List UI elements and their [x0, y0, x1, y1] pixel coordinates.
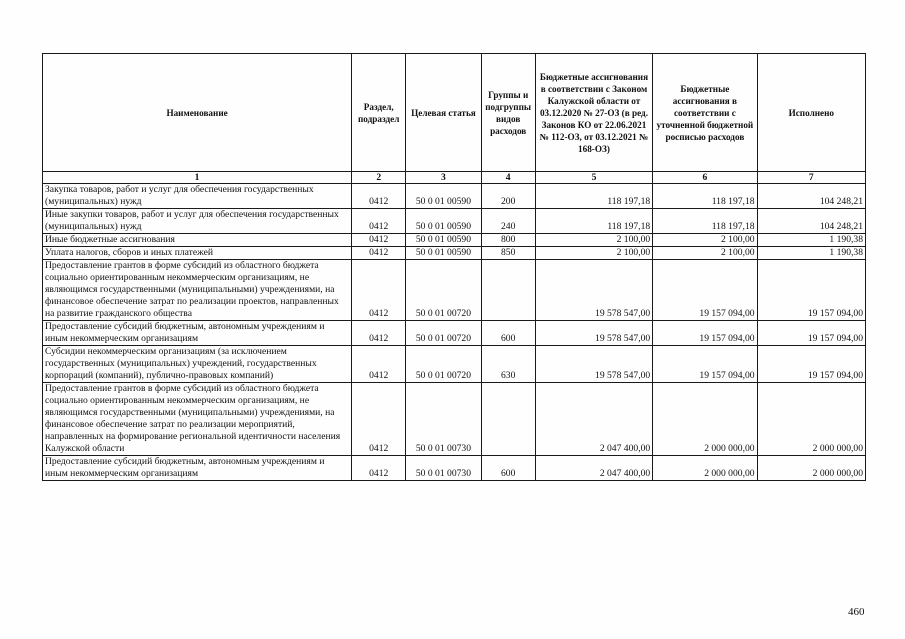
row-section: 0412 — [352, 209, 406, 234]
header-target: Целевая статья — [406, 54, 481, 172]
row-done: 2 000 000,00 — [757, 456, 865, 481]
table-row — [43, 456, 866, 481]
row-group: 600 — [481, 456, 535, 481]
header-law: Бюджетные ассигнования в соответствии с Законом Калужской области от 03.12.2020 № 27-ОЗ (в ред. Законов КО от 22.06.2021 № 112-ОЗ, от 03.12.2021 № 168-ОЗ) — [535, 54, 652, 172]
row-target: 50 0 01 00730 — [406, 383, 481, 456]
row-done: 1 190,38 — [757, 247, 865, 260]
row-name: Предоставление субсидий бюджетным, автономным учреждениям и иным некоммерческим организациям — [43, 321, 352, 346]
row-refined: 19 157 094,00 — [653, 260, 757, 321]
table-row — [43, 383, 866, 456]
column-number-row — [43, 172, 866, 184]
header-section: Раздел, подраздел — [352, 54, 406, 172]
row-law: 19 578 547,00 — [535, 321, 652, 346]
row-name: Предоставление грантов в форме субсидий из областного бюджета социально ориентированным некоммерческим организациям, не являющимся государственными (муниципальными) учреждениями, на финансовое обеспечение затрат по реализации мероприятий, направленных на формирование региональной идентичности населения Калужской области — [43, 383, 352, 456]
page-number: 460 — [848, 606, 865, 618]
row-name: Предоставление субсидий бюджетным, автономным учреждениям и иным некоммерческим организациям — [43, 456, 352, 481]
row-group — [481, 383, 535, 456]
row-name: Уплата налогов, сборов и иных платежей — [43, 247, 352, 260]
row-section: 0412 — [352, 456, 406, 481]
row-name: Иные закупки товаров, работ и услуг для обеспечения государственных (муниципальных) нужд — [43, 209, 352, 234]
header-row — [43, 54, 866, 172]
row-done: 19 157 094,00 — [757, 321, 865, 346]
row-section: 0412 — [352, 321, 406, 346]
table-row — [43, 209, 866, 234]
row-law: 2 100,00 — [535, 234, 652, 247]
row-refined: 2 000 000,00 — [653, 383, 757, 456]
row-done: 104 248,21 — [757, 184, 865, 209]
row-refined: 118 197,18 — [653, 184, 757, 209]
row-group: 800 — [481, 234, 535, 247]
row-section: 0412 — [352, 234, 406, 247]
table-row — [43, 234, 866, 247]
row-target: 50 0 01 00590 — [406, 184, 481, 209]
row-refined: 2 100,00 — [653, 247, 757, 260]
row-target: 50 0 01 00590 — [406, 234, 481, 247]
row-refined: 19 157 094,00 — [653, 321, 757, 346]
row-law: 118 197,18 — [535, 184, 652, 209]
row-law: 2 047 400,00 — [535, 456, 652, 481]
row-refined: 19 157 094,00 — [653, 346, 757, 383]
row-target: 50 0 01 00730 — [406, 456, 481, 481]
row-group: 600 — [481, 321, 535, 346]
table-row — [43, 184, 866, 209]
table-row — [43, 260, 866, 321]
row-done: 1 190,38 — [757, 234, 865, 247]
row-target: 50 0 01 00720 — [406, 321, 481, 346]
row-name: Иные бюджетные ассигнования — [43, 234, 352, 247]
column-number: 7 — [757, 172, 865, 184]
row-name: Субсидии некоммерческим организациям (за исключением государственных (муниципальных) учреждений, государственных корпораций (компаний), публично-правовых компаний) — [43, 346, 352, 383]
row-done: 104 248,21 — [757, 209, 865, 234]
row-refined: 2 100,00 — [653, 234, 757, 247]
row-name: Закупка товаров, работ и услуг для обеспечения государственных (муниципальных) нужд — [43, 184, 352, 209]
row-section: 0412 — [352, 260, 406, 321]
row-done: 19 157 094,00 — [757, 260, 865, 321]
column-number: 2 — [352, 172, 406, 184]
column-number: 3 — [406, 172, 481, 184]
row-target: 50 0 01 00720 — [406, 260, 481, 321]
row-name: Предоставление грантов в форме субсидий из областного бюджета социально ориентированным некоммерческим организациям, не являющимся государственными (муниципальными) учреждениями, на финансовое обеспечение затрат по реализации проектов, направленных на развитие гражданского общества — [43, 260, 352, 321]
row-target: 50 0 01 00720 — [406, 346, 481, 383]
row-group — [481, 260, 535, 321]
row-section: 0412 — [352, 346, 406, 383]
row-group: 200 — [481, 184, 535, 209]
header-name: Наименование — [43, 54, 352, 172]
row-law: 2 047 400,00 — [535, 383, 652, 456]
row-group: 850 — [481, 247, 535, 260]
row-group: 630 — [481, 346, 535, 383]
row-law: 118 197,18 — [535, 209, 652, 234]
row-law: 19 578 547,00 — [535, 260, 652, 321]
header-done: Исполнено — [757, 54, 865, 172]
row-refined: 2 000 000,00 — [653, 456, 757, 481]
row-law: 19 578 547,00 — [535, 346, 652, 383]
column-number: 5 — [535, 172, 652, 184]
row-law: 2 100,00 — [535, 247, 652, 260]
row-done: 19 157 094,00 — [757, 346, 865, 383]
row-section: 0412 — [352, 184, 406, 209]
header-group: Группы и подгруппы видов расходов — [481, 54, 535, 172]
row-refined: 118 197,18 — [653, 209, 757, 234]
budget-table — [42, 53, 866, 481]
header-refined: Бюджетные ассигнования в соответствии с уточненной бюджетной росписью расходов — [653, 54, 757, 172]
row-target: 50 0 01 00590 — [406, 247, 481, 260]
column-number: 6 — [653, 172, 757, 184]
row-target: 50 0 01 00590 — [406, 209, 481, 234]
table-row — [43, 247, 866, 260]
table-row — [43, 346, 866, 383]
row-done: 2 000 000,00 — [757, 383, 865, 456]
column-number: 4 — [481, 172, 535, 184]
row-section: 0412 — [352, 247, 406, 260]
row-group: 240 — [481, 209, 535, 234]
column-number: 1 — [43, 172, 352, 184]
row-section: 0412 — [352, 383, 406, 456]
table-row — [43, 321, 866, 346]
